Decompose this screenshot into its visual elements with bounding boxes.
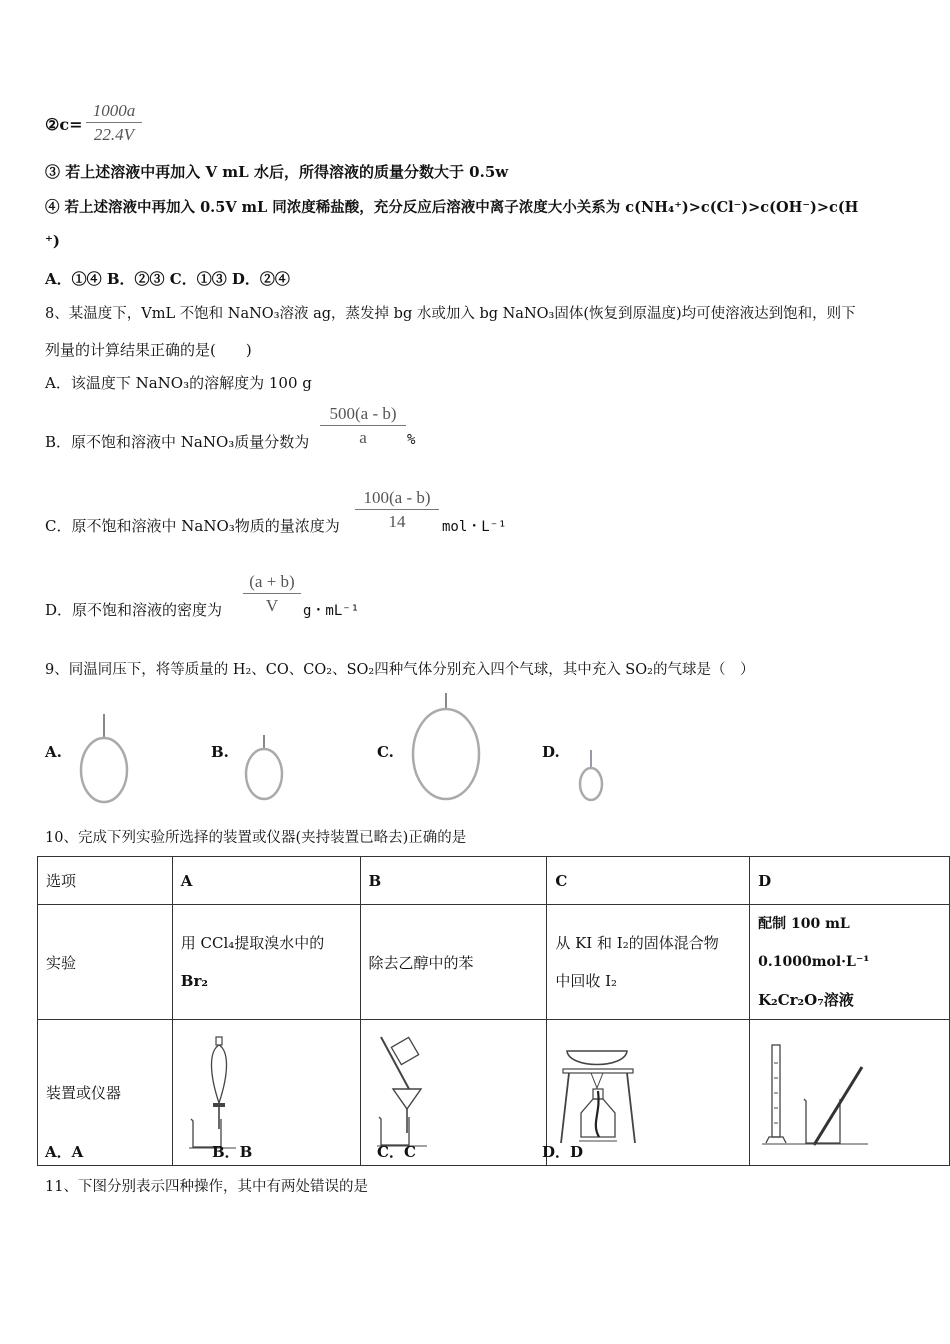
fraction-denominator: 22.4V [93, 125, 135, 144]
experiment-a-line1: 用 CCl₄提取溴水中的 [180, 934, 325, 952]
q10-choice-a: A．A [45, 1143, 84, 1161]
q8-option-b-unit: % [407, 432, 416, 448]
option-cell-c: C [547, 857, 750, 905]
q10-stem: 10、完成下列实验所选择的装置或仪器(夹持装置已略去)正确的是 [45, 830, 467, 846]
row-header-option: 选项 [38, 857, 173, 905]
fraction-numerator: 500(a - b) [329, 404, 397, 423]
apparatus-cell-a [172, 1020, 360, 1166]
balloon-c-icon [409, 691, 483, 805]
fraction-numerator: 1000a [92, 101, 136, 120]
filtration-funnel-icon [369, 1033, 439, 1153]
q8-stem-line2: 列量的计算结果正确的是( ) [45, 341, 252, 359]
q9-balloon-a-label: A. [45, 743, 62, 761]
q8-option-d-fraction [243, 573, 301, 614]
q8-option-b-fraction [320, 405, 406, 446]
separatory-funnel-icon [181, 1033, 251, 1153]
experiment-a-line2: Br₂ [180, 972, 208, 990]
row-header-experiment: 实验 [38, 905, 173, 1020]
q8-option-d-unit: g・mL⁻¹ [303, 603, 360, 619]
experiment-d-line2: K₂Cr₂O₇溶液 [758, 991, 854, 1009]
experiment-c-line1: 从 KI 和 I₂的固体混合物 [555, 934, 719, 952]
fraction-numerator: (a + b) [249, 572, 295, 591]
experiment-cell-c [547, 905, 750, 1020]
fraction-bar [86, 122, 142, 123]
row-header-apparatus: 装置或仪器 [38, 1020, 173, 1166]
q8-stem-line1: 8、某温度下，VmL 不饱和 NaNO₃溶液 ag，蒸发掉 bg 水或加入 bg NaNO₃固体(恢复到原温度)均可使溶液达到饱和，则下 [45, 306, 856, 322]
q8-option-d-label: D．原不饱和溶液的密度为 [45, 601, 223, 619]
q8-option-b-label: B．原不饱和溶液中 NaNO₃质量分数为 [45, 433, 310, 451]
q8-option-c-fraction [355, 489, 439, 530]
q7-item2-fraction [86, 102, 142, 143]
experiment-cell-a [172, 905, 360, 1020]
fraction-bar [355, 509, 439, 510]
q8-option-c-unit: mol・L⁻¹ [442, 519, 507, 535]
q8-option-a: A．该温度下 NaNO₃的溶解度为 100 g [45, 374, 312, 392]
q7-item2-prefix: ②c= [45, 115, 83, 134]
fraction-denominator: V [265, 596, 279, 615]
q9-stem: 9、同温同压下，将等质量的 H₂、CO、CO₂、SO₂四种气体分别充入四个气球，其中充入 SO₂的气球是（ ） [45, 662, 755, 678]
q7-item4-line2: ⁺) [45, 232, 61, 250]
experiment-cell-b [360, 905, 547, 1020]
q7-item4-line1: ④ 若上述溶液中再加入 0.5V mL 同浓度稀盐酸，充分反应后溶液中离子浓度大小关系为 c(NH₄⁺)>c(Cl⁻)>c(OH⁻)>c(H [45, 199, 859, 216]
option-cell-d: D [750, 857, 950, 905]
evaporation-setup-icon [555, 1033, 645, 1153]
apparatus-cell-d [750, 1020, 950, 1166]
fraction-bar [320, 425, 406, 426]
cylinder-beaker-rod-icon [758, 1033, 878, 1153]
q10-choice-b: B．B [212, 1143, 253, 1161]
q7-item3: ③ 若上述溶液中再加入 V mL 水后，所得溶液的质量分数大于 0.5w [45, 163, 509, 181]
q7-choices: A．①④ B．②③ C．①③ D．②④ [45, 270, 290, 288]
q9-balloon-b-label: B. [211, 743, 229, 761]
fraction-numerator: 100(a - b) [363, 488, 431, 507]
experiment-cell-d [750, 905, 950, 1020]
q9-balloon-c-label: C. [377, 743, 394, 761]
q9-balloon-d-label: D. [542, 743, 560, 761]
fraction-bar [243, 593, 301, 594]
q10-choice-c: C．C [377, 1143, 416, 1161]
option-cell-b: B [360, 857, 547, 905]
fraction-denominator: a [359, 428, 367, 447]
experiment-d-line1: 配制 100 mL 0.1000mol·L⁻¹ [758, 916, 870, 970]
table-row-experiment [38, 905, 950, 1020]
balloon-a-icon [76, 712, 132, 804]
balloon-d-icon [576, 748, 606, 804]
experiment-c-line2: 中回收 I₂ [555, 972, 618, 990]
balloon-b-icon [242, 733, 286, 803]
table-row-apparatus [38, 1020, 950, 1166]
q11-stem: 11、下图分别表示四种操作，其中有两处错误的是 [45, 1179, 368, 1195]
option-cell-a: A [172, 857, 360, 905]
q8-option-c-label: C．原不饱和溶液中 NaNO₃物质的量浓度为 [45, 517, 340, 535]
table-row-options [38, 857, 950, 905]
q10-choice-d: D．D [542, 1143, 584, 1161]
q10-experiment-table [37, 856, 950, 1166]
experiment-b-line1: 除去乙醇中的苯 [368, 953, 474, 972]
fraction-denominator: 14 [388, 512, 406, 531]
